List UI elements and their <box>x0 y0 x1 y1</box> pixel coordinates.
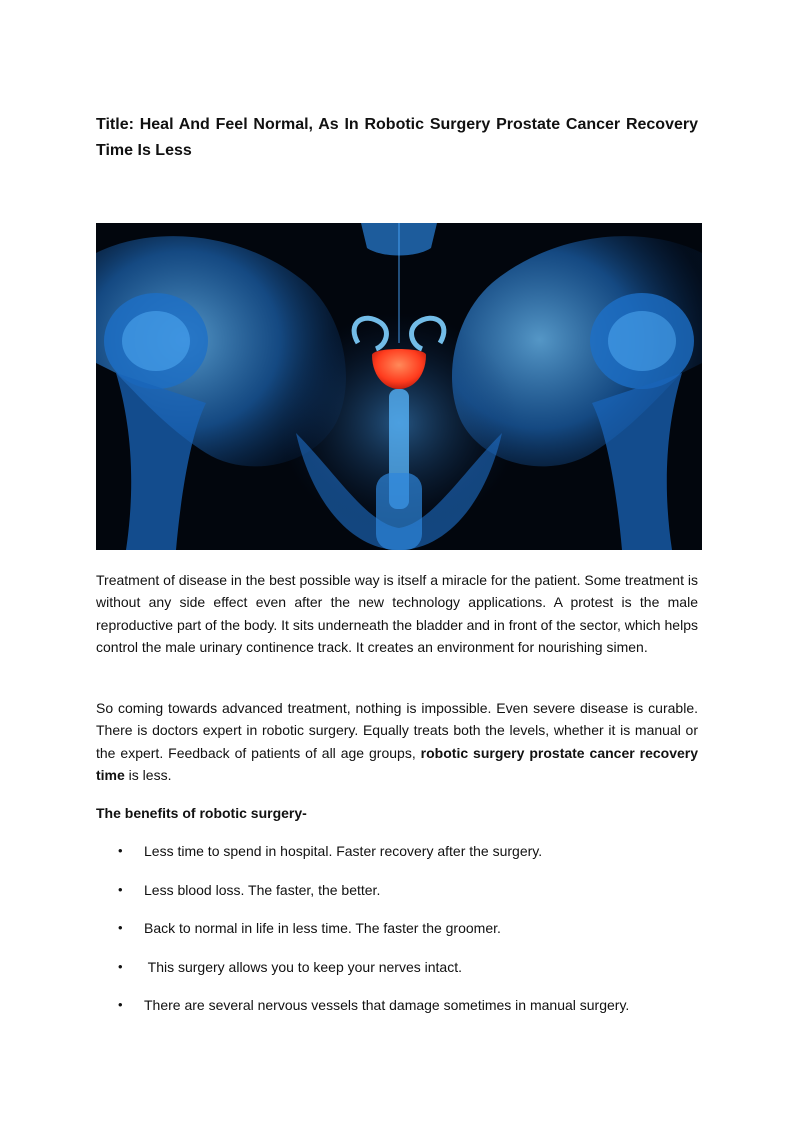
list-item <box>96 879 698 918</box>
bullet-icon: • <box>118 997 123 1013</box>
bullet-icon: • <box>118 920 123 936</box>
treatment-paragraph <box>96 697 698 787</box>
list-item-text: Less blood loss. The faster, the better. <box>144 881 381 898</box>
list-item-text: This surgery allows you to keep your nerves intact. <box>144 958 463 975</box>
treatment-text-end: is less. <box>124 767 172 784</box>
list-item-text: There are several nervous vessels that damage sometimes in manual surgery. <box>144 997 630 1014</box>
intro-paragraph: Treatment of disease in the best possible way is itself a miracle for the patient. Some treatment is without any side effect even after the new technology applications. A protest is the male reproductive part of the body. It sits underneath the bladder and in front of the sector, which helps control the male urinary continence track. It creates an environment for nourishing simen. <box>96 572 698 656</box>
keyword-link: robotic surgery prostate cancer recovery time <box>96 744 698 784</box>
document-title: Title: Heal And Feel Normal, As In Robotic Surgery Prostate Cancer Recovery Time Is Less <box>96 116 698 159</box>
pelvis-illustration <box>96 223 702 550</box>
benefits-heading: The benefits of robotic surgery- <box>96 805 307 821</box>
list-item-text: Less time to spend in hospital. Faster recovery after the surgery. <box>144 843 543 859</box>
benefits-list <box>96 840 698 1033</box>
list-item <box>96 994 698 1033</box>
list-item <box>96 956 698 995</box>
list-item-text: Back to normal in life in less time. The faster the groomer. <box>144 920 501 937</box>
pelvis-xray-graphic <box>96 223 702 550</box>
bullet-icon: • <box>118 881 123 897</box>
treatment-text: So coming towards advanced treatment, nothing is impossible. Even severe disease is curable. There is doctors expert in robotic surgery. Equally treats both the levels, whether it is manual or the expert. Feedback of patients of all age groups, <box>96 700 698 761</box>
bullet-icon: • <box>118 958 123 974</box>
bullet-icon: • <box>118 843 123 858</box>
list-item <box>96 840 698 879</box>
list-item <box>96 917 698 956</box>
